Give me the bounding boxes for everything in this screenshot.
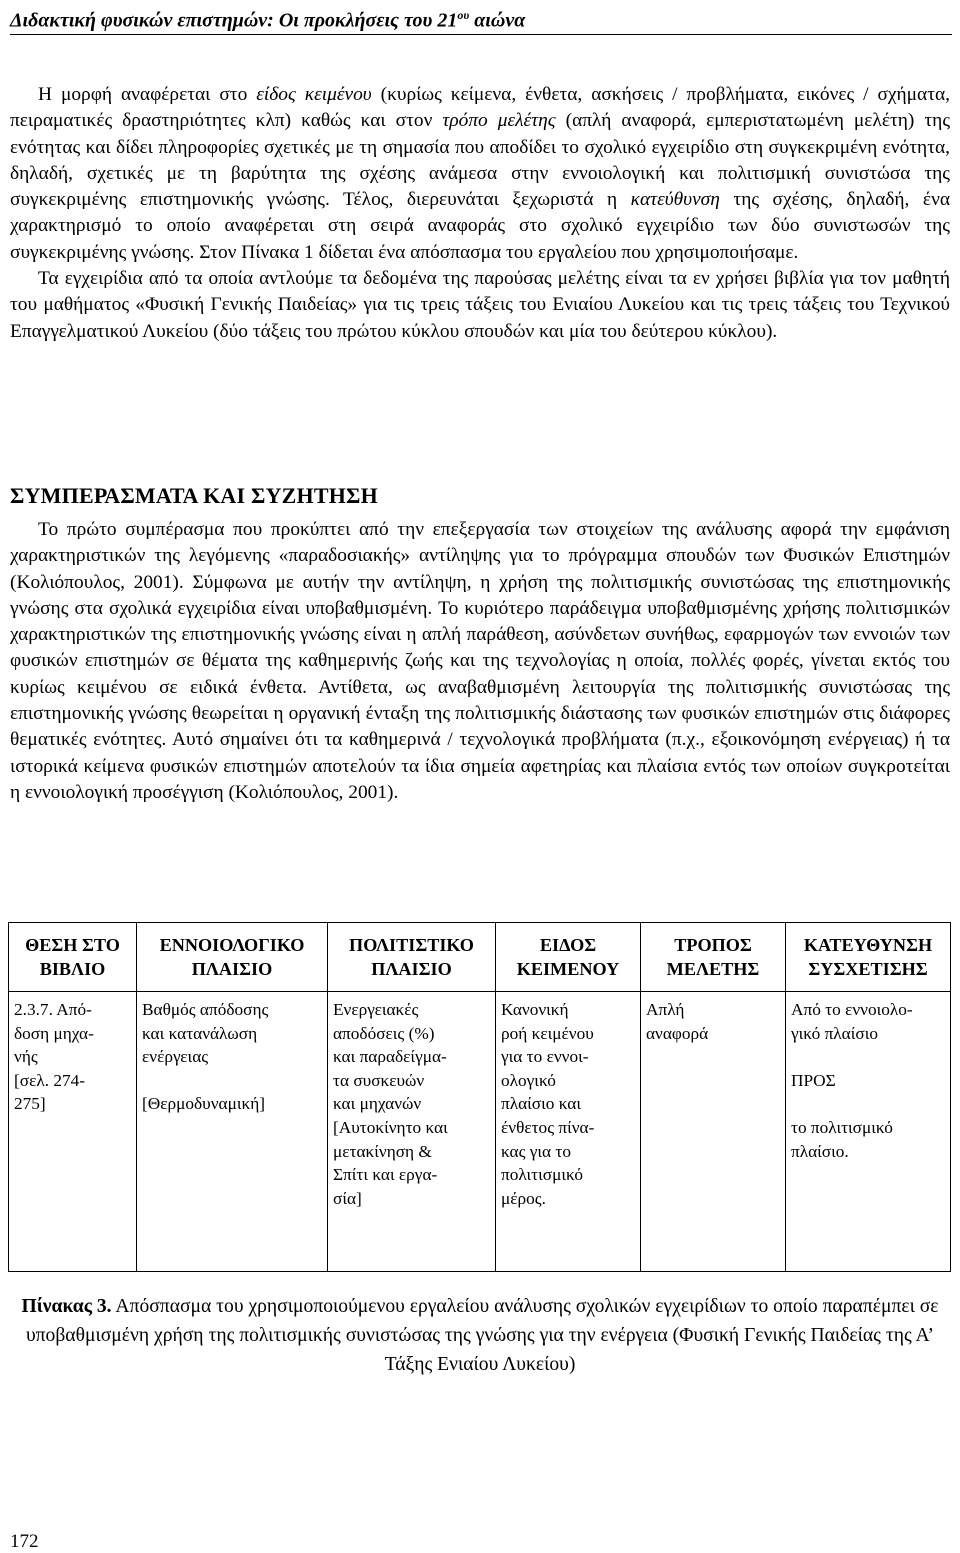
header-study-mode: ΤΡΟΠΟΣ ΜΕΛΕΤΗΣ	[641, 923, 786, 992]
header-cultural-context: ΠΟΛΙΤΙΣΤΙΚΟ ΠΛΑΙΣΙΟ	[328, 923, 496, 992]
cell-correlation-direction: Από το εννοιολο- γικό πλαίσιο ΠΡΟΣ το πολιτισμικό πλαίσιο.	[786, 992, 951, 1272]
conclusions-paragraph-1: Το πρώτο συμπέρασμα που προκύπτει από την επεξεργασία των στοιχείων της ανάλυσης αφορά την εμφάνιση χαρακτηριστικών της λεγόμενης «παραδοσιακής» αντίληψης για το πρόγραμμα σπουδών των Φυσικών Επιστημών (Κολιόπουλος, 2001). Σύμφωνα με αυτήν την αντίληψη, η χρήση της πολιτισμικής συνιστώσας της επιστημονικής γνώσης στα σχολικά εγχειρίδια είναι υποβαθμισμένη. Το κυριότερο παράδειγμα υποβαθμισμένης χρήσης πολιτισμικών χαρακτηριστικών της επιστημονικής γνώσης είναι η απλή παράθεση, ασύνδετων συνήθως, εφαρμογών των εννοιών των φυσικών επιστημών σε θέματα της καθημερινής ζωής και της τεχνολογίας η οποία, πολλές φορές, γίνεται εκτός του κυρίως κειμένου σε ειδικά ένθετα. Αντίθετα, ως αναβαθμισμένη λειτουργία της πολιτισμικής συνιστώσας της επιστημονικής γνώσης θεωρείται η οργανική ένταξη της πολιτισμικής διάστασης των φυσικών επιστημών στις διάφορες θεματικές ενότητες. Αυτό σημαίνει ότι τα καθημερινά / τεχνολογικά προβλήματα (π.χ., εξοικονόμηση ενέργειας) ή τα ιστορικά κείμενα φυσικών επιστημών αποτελούν τα ίδια σημεία αφετηρίας και πλαίσια εντός των οποίων συγκροτείται η εννοιολογική προσέγγιση (Κολιόπουλος, 2001).	[10, 519, 950, 803]
header-conceptual-context: ΕΝΝΟΙΟΛΟΓΙΚΟ ΠΛΑΙΣΙΟ	[137, 923, 328, 992]
intro-text-run: (κυρίως κείμενα, ένθετα, ασκήσεις / προβλήματα, εικόνες / σχήματα, πειραματικές δραστηριότητες κλπ) καθώς και στον	[10, 84, 950, 132]
caption-label: Πίνακας 3.	[21, 1296, 112, 1317]
intro-emphasis-term: τρόπο μελέτης	[442, 110, 556, 132]
intro-text-run: (απλή αναφορά, εμπεριστατωμένη μελέτη) της ενότητας και δίδει πληροφορίες σχετικές με τη σημασία που αποδίδει το σχολικό εγχειρίδιο στη συγκεκριμένη ενότητα, δηλαδή, σχετικές με τη βαρύτητα της σχέσης ανάμεσα στην εννοιολογική και πολιτισμική συνιστώσα της συγκεκριμένης επιστημονικής γνώσης. Τέλος, διερευνάται ξεχωριστά η	[10, 110, 950, 211]
header-title-superscript: ου	[457, 8, 470, 22]
caption-text: Απόσπασμα του χρησιμοποιούμενου εργαλείου ανάλυσης σχολικών εγχειρίδιων το οποίο παραπέμπει σε υποβαθμισμένη χρήση της πολιτισμικής συνιστώσας της γνώσης για την ενέργεια (Φυσική Γενικής Παιδείας της Α’ Τάξης Ενιαίου Λυκείου)	[25, 1296, 939, 1375]
analysis-tool-table	[8, 922, 951, 1272]
header-title-end: αιώνα	[469, 9, 526, 32]
table-row	[9, 992, 951, 1272]
intro-paragraph-1	[10, 82, 950, 266]
page-number: 172	[10, 1531, 39, 1552]
running-header	[10, 2, 952, 35]
table-header-row	[9, 923, 951, 992]
section-heading: ΣΥΜΠΕΡΑΣΜΑΤΑ ΚΑΙ ΣΥΖΗΤΗΣΗ	[10, 483, 378, 508]
cell-book-position: 2.3.7. Από- δοση μηχα- νής [σελ. 274- 275]	[9, 992, 137, 1272]
cell-text-type: Κανονική ροή κειμένου για το εννοι- ολογικό πλαίσιο και ένθετος πίνα- κας για το πολιτισμικό μέρος.	[496, 992, 641, 1272]
cell-conceptual-context: Βαθμός απόδοσης και κατανάλωση ενέργειας [Θερμοδυναμική]	[137, 992, 328, 1272]
intro-text-run: Η μορφή αναφέρεται στο	[38, 84, 257, 105]
intro-emphasis-term: είδος κειμένου	[256, 84, 372, 105]
intro-text-run: της σχέσης, δηλαδή, ένα χαρακτηρισμό το οποίο αναφέρεται στη σειρά αναφοράς στο σχολικό εγχειρίδιο των δύο συνιστωσών της συγκεκριμένης γνώσης. Στον Πίνακα 1 δίδεται ένα απόσπασμα του εργαλείου που χρησιμοποιήσαμε.	[10, 189, 951, 263]
header-book-position: ΘΕΣΗ ΣΤΟ ΒΙΒΛΙΟ	[9, 923, 137, 992]
header-correlation-direction: ΚΑΤΕΥΘΥΝΣΗ ΣΥΣΧΕΤΙΣΗΣ	[786, 923, 951, 992]
header-text-type: ΕΙΔΟΣ ΚΕΙΜΕΝΟΥ	[496, 923, 641, 992]
intro-paragraph-2: Τα εγχειρίδια από τα οποία αντλούμε τα δεδομένα της παρούσας μελέτης είναι τα εν χρήσει βιβλία για τον μαθητή του μαθήματος «Φυσική Γενικής Παιδείας» για τις τρεις τάξεις του Ενιαίου Λυκείου και τις τρεις τάξεις του Τεχνικού Επαγγελματικού Λυκείου (δύο τάξεις του πρώτου κύκλου σπουδών και μία του δεύτερου κύκλου).	[10, 268, 950, 342]
cell-cultural-context: Ενεργειακές αποδόσεις (%) και παραδείγμα- τα συσκευών και μηχανών [Αυτοκίνητο και μετακίνηση & Σπίτι και εργα- σία]	[328, 992, 496, 1272]
table-caption	[10, 1292, 950, 1379]
cell-study-mode: Απλή αναφορά	[641, 992, 786, 1272]
intro-section	[10, 82, 950, 345]
header-title: Διδακτική φυσικών επιστημών: Οι προκλήσεις του 21	[10, 9, 458, 32]
intro-emphasis-term: κατεύθυνση	[630, 189, 720, 211]
conclusions-section	[10, 517, 950, 806]
